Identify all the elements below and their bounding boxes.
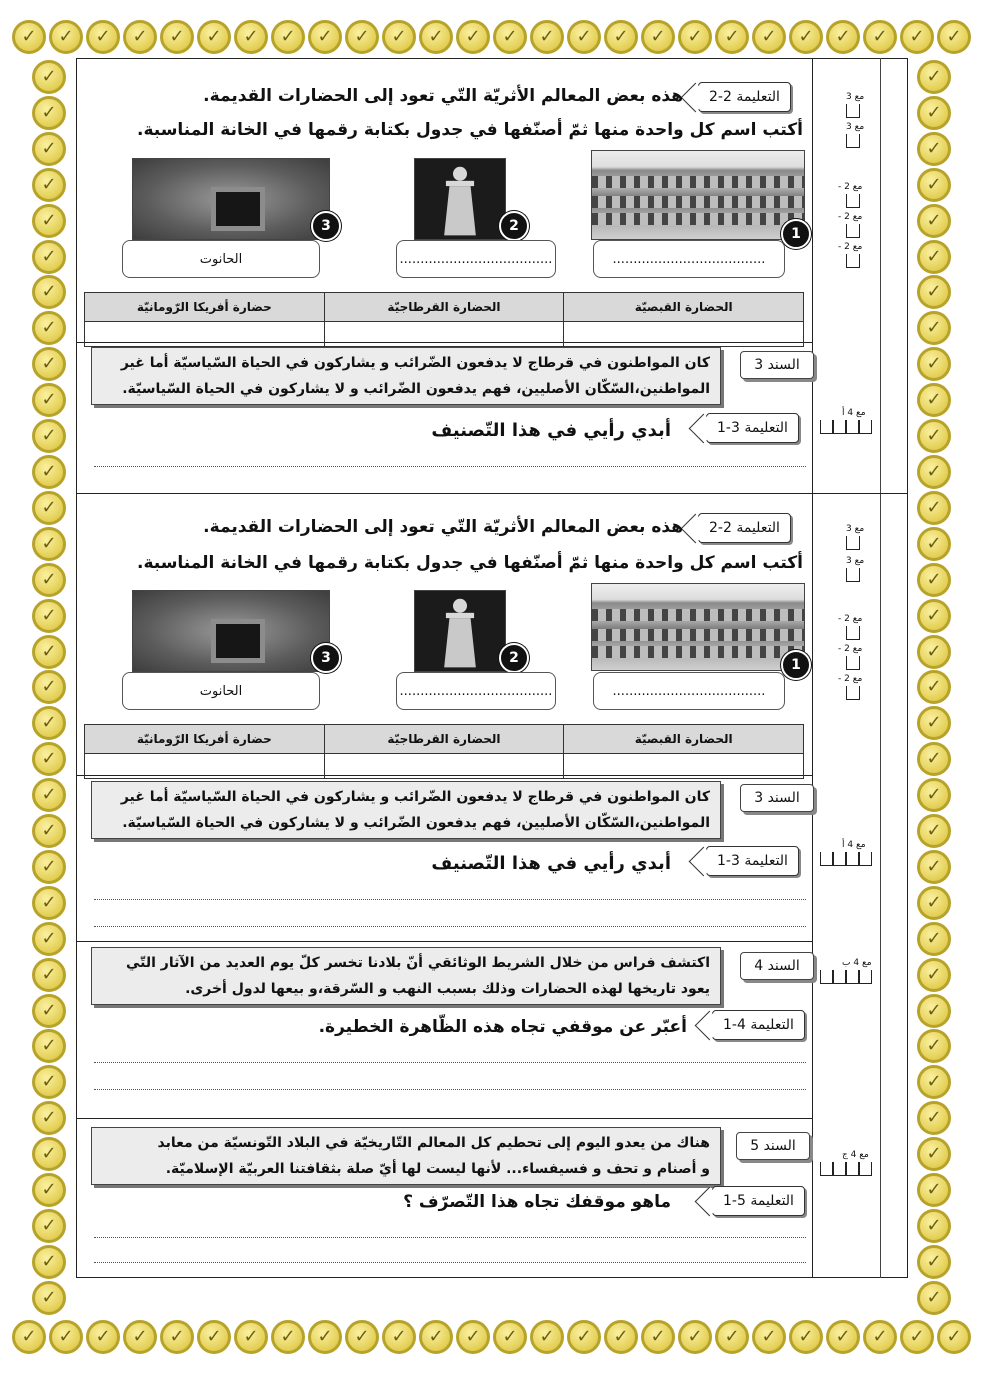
border-check-icon: ✓ — [160, 20, 194, 54]
border-check-icon: ✓ — [917, 275, 951, 309]
border-check-icon: ✓ — [900, 1320, 934, 1354]
grade-box[interactable] — [846, 536, 860, 550]
border-check-icon: ✓ — [32, 1209, 66, 1243]
border-check-icon: ✓ — [917, 204, 951, 238]
border-check-icon: ✓ — [456, 1320, 490, 1354]
border-check-icon: ✓ — [271, 20, 305, 54]
answer-line[interactable] — [94, 1237, 806, 1238]
border-check-icon: ✓ — [917, 455, 951, 489]
border-check-icon: ✓ — [789, 20, 823, 54]
border-check-icon: ✓ — [917, 635, 951, 669]
border-check-icon: ✓ — [917, 958, 951, 992]
image-number-badge: 3 — [311, 643, 341, 673]
border-check-icon: ✓ — [530, 20, 564, 54]
instruction-tag-5-1: التعليمة 5-1 — [712, 1186, 805, 1216]
border-check-icon: ✓ — [917, 240, 951, 274]
grade-label: مع 3 — [846, 92, 865, 102]
border-check-icon: ✓ — [917, 563, 951, 597]
border-check-icon: ✓ — [32, 814, 66, 848]
grade-box[interactable] — [846, 656, 860, 670]
border-top — [0, 14, 983, 60]
border-check-icon: ✓ — [567, 20, 601, 54]
border-check-icon: ✓ — [32, 419, 66, 453]
border-check-icon: ✓ — [863, 20, 897, 54]
instruction-tag-4-1: التعليمة 4-1 — [712, 1010, 805, 1040]
border-check-icon: ✓ — [715, 20, 749, 54]
border-check-icon: ✓ — [32, 240, 66, 274]
border-check-icon: ✓ — [32, 1065, 66, 1099]
question-line-2: أكتب اسم كل واحدة منها ثمّ أصنّفها في جدول بكتابة رقمها في الخانة المناسبة. — [137, 553, 803, 573]
answer-line[interactable] — [94, 1089, 806, 1090]
grade-box[interactable] — [846, 568, 860, 582]
border-check-icon: ✓ — [123, 1320, 157, 1354]
border-check-icon: ✓ — [530, 1320, 564, 1354]
table-cell[interactable] — [85, 754, 325, 779]
border-check-icon: ✓ — [197, 1320, 231, 1354]
document-3-box: كان المواطنون في قرطاج لا يدفعون الضّرائب و يشاركون في الحياة السّياسيّة أما غير المواطنين،السّكّان الأصليين، فهم يدفعون الضّرائب و لا يشاركون في الحياة السّياسيّة. — [91, 781, 721, 839]
grade-box-row[interactable] — [820, 420, 872, 434]
grade-label: مع 2 - — [838, 644, 863, 654]
table-header: الحضارة القبصيّة — [564, 725, 804, 754]
document-3-box: كان المواطنون في قرطاج لا يدفعون الضّرائب و يشاركون في الحياة السّياسيّة أما غير المواطنين،السّكّان الأصليين، فهم يدفعون الضّرائب و لا يشاركون في الحياة السّياسيّة. — [91, 347, 721, 405]
answer-line[interactable] — [94, 1262, 806, 1263]
grade-column-inner-line — [880, 58, 881, 1278]
border-check-icon: ✓ — [32, 455, 66, 489]
grade-label: مع 4 أ — [842, 840, 866, 850]
border-check-icon: ✓ — [604, 1320, 638, 1354]
section-divider — [76, 493, 908, 494]
border-check-icon: ✓ — [789, 1320, 823, 1354]
answer-box-image-1[interactable]: ..................................... — [593, 672, 785, 710]
grade-label: مع 2 - — [838, 242, 863, 252]
photo-colosseum — [591, 583, 805, 671]
table-header: الحضارة القرطاجيّة — [324, 725, 564, 754]
border-check-icon: ✓ — [917, 132, 951, 166]
border-check-icon: ✓ — [752, 20, 786, 54]
photo-tomb — [132, 590, 330, 672]
document-5-box: هناك من يعدو اليوم إلى تحطيم كل المعالم التّاريخيّة في البلاد التّونسيّة من معابد و أصنام و تحف و فسيفساء... لأنها ليست لها أيّ صلة بثقافتنا العربيّة الإسلاميّة. — [91, 1127, 721, 1185]
border-check-icon: ✓ — [32, 635, 66, 669]
document-4-tag: السند 4 — [740, 952, 814, 980]
border-left — [26, 0, 72, 1375]
border-check-icon: ✓ — [32, 922, 66, 956]
border-check-icon: ✓ — [86, 1320, 120, 1354]
border-check-icon: ✓ — [826, 20, 860, 54]
civilization-table — [84, 724, 804, 779]
border-check-icon: ✓ — [32, 563, 66, 597]
border-check-icon: ✓ — [32, 1137, 66, 1171]
instruction-tag-3-1: التعليمة 3-1 — [706, 413, 799, 443]
answer-box-image-2[interactable]: ..................................... — [396, 240, 556, 278]
answer-line[interactable] — [94, 1062, 806, 1063]
table-header: حضارة أفريكا الرّومانيّة — [85, 293, 325, 322]
border-check-icon: ✓ — [917, 383, 951, 417]
grade-label: مع 4 ج — [842, 1150, 869, 1160]
grade-box[interactable] — [846, 254, 860, 268]
border-check-icon: ✓ — [826, 1320, 860, 1354]
section-divider — [76, 1118, 812, 1119]
border-check-icon: ✓ — [917, 994, 951, 1028]
border-check-icon: ✓ — [123, 20, 157, 54]
border-check-icon: ✓ — [32, 168, 66, 202]
image-number-badge: 1 — [781, 219, 811, 249]
border-check-icon: ✓ — [32, 491, 66, 525]
border-check-icon: ✓ — [917, 168, 951, 202]
border-check-icon: ✓ — [308, 20, 342, 54]
question-line-1: هذه بعض المعالم الأثريّة التّي تعود إلى الحضارات القديمة. — [203, 86, 683, 106]
table-cell[interactable] — [324, 322, 564, 347]
border-check-icon: ✓ — [345, 1320, 379, 1354]
question-3-1: أبدي رأيي في هذا التّصنيف — [431, 853, 671, 874]
table-header: الحضارة القبصيّة — [564, 293, 804, 322]
border-check-icon: ✓ — [917, 1209, 951, 1243]
border-check-icon: ✓ — [917, 96, 951, 130]
answer-box-image-1[interactable]: ..................................... — [593, 240, 785, 278]
border-check-icon: ✓ — [752, 1320, 786, 1354]
border-check-icon: ✓ — [917, 1137, 951, 1171]
question-line-2: أكتب اسم كل واحدة منها ثمّ أصنّفها في جدول بكتابة رقمها في الخانة المناسبة. — [137, 120, 803, 140]
border-check-icon: ✓ — [32, 275, 66, 309]
border-check-icon: ✓ — [917, 527, 951, 561]
border-check-icon: ✓ — [271, 1320, 305, 1354]
border-check-icon: ✓ — [32, 96, 66, 130]
table-header: حضارة أفريكا الرّومانيّة — [85, 725, 325, 754]
question-4-1: أعبّر عن موقفي تجاه هذه الظّاهرة الخطيرة. — [318, 1017, 687, 1037]
border-check-icon: ✓ — [32, 994, 66, 1028]
border-check-icon: ✓ — [493, 1320, 527, 1354]
photo-tomb — [132, 158, 330, 240]
grade-box[interactable] — [846, 104, 860, 118]
instruction-tag-2-2: التعليمة 2-2 — [698, 82, 791, 112]
border-check-icon: ✓ — [917, 814, 951, 848]
grade-box[interactable] — [846, 224, 860, 238]
image-number-badge: 2 — [499, 211, 529, 241]
table-cell[interactable] — [564, 754, 804, 779]
border-check-icon: ✓ — [917, 491, 951, 525]
border-check-icon: ✓ — [678, 1320, 712, 1354]
border-check-icon: ✓ — [863, 1320, 897, 1354]
answer-line[interactable] — [94, 899, 806, 900]
grade-label: مع 2 - — [838, 182, 863, 192]
border-check-icon: ✓ — [32, 347, 66, 381]
border-check-icon: ✓ — [32, 204, 66, 238]
border-check-icon: ✓ — [12, 20, 46, 54]
question-5-1: ماهو موقفك تجاه هذا التّصرّف ؟ — [403, 1192, 671, 1212]
border-check-icon: ✓ — [32, 886, 66, 920]
border-check-icon: ✓ — [917, 670, 951, 704]
border-check-icon: ✓ — [937, 20, 971, 54]
border-check-icon: ✓ — [917, 1029, 951, 1063]
table-cell[interactable] — [564, 322, 804, 347]
section-divider — [76, 941, 812, 942]
border-check-icon: ✓ — [32, 670, 66, 704]
border-check-icon: ✓ — [917, 778, 951, 812]
photo-colosseum — [591, 150, 805, 240]
answer-line[interactable] — [94, 466, 806, 467]
border-check-icon: ✓ — [234, 20, 268, 54]
border-check-icon: ✓ — [32, 311, 66, 345]
grade-label: مع 4 ب — [842, 958, 872, 968]
border-check-icon: ✓ — [197, 20, 231, 54]
border-check-icon: ✓ — [32, 383, 66, 417]
border-check-icon: ✓ — [641, 20, 675, 54]
instruction-tag-2-2: التعليمة 2-2 — [698, 513, 791, 543]
border-check-icon: ✓ — [49, 20, 83, 54]
grade-label: مع 3 — [846, 556, 865, 566]
border-check-icon: ✓ — [917, 1281, 951, 1315]
answer-box-image-2[interactable]: ..................................... — [396, 672, 556, 710]
border-check-icon: ✓ — [641, 1320, 675, 1354]
grade-box-row[interactable] — [820, 970, 872, 984]
border-check-icon: ✓ — [678, 20, 712, 54]
grade-box[interactable] — [846, 626, 860, 640]
border-check-icon: ✓ — [917, 1245, 951, 1279]
border-check-icon: ✓ — [345, 20, 379, 54]
grade-box-row[interactable] — [820, 852, 872, 866]
civilization-table — [84, 292, 804, 347]
border-check-icon: ✓ — [917, 60, 951, 94]
border-check-icon: ✓ — [32, 527, 66, 561]
border-check-icon: ✓ — [917, 850, 951, 884]
border-check-icon: ✓ — [917, 922, 951, 956]
border-check-icon: ✓ — [917, 886, 951, 920]
grade-box[interactable] — [846, 686, 860, 700]
image-number-badge: 1 — [781, 650, 811, 680]
answer-box-image-3[interactable]: الحانوت — [122, 240, 320, 278]
border-check-icon: ✓ — [234, 1320, 268, 1354]
border-check-icon: ✓ — [917, 1101, 951, 1135]
border-check-icon: ✓ — [32, 1281, 66, 1315]
grade-column-divider — [812, 58, 813, 1278]
grade-label: مع 2 - — [838, 614, 863, 624]
border-check-icon: ✓ — [715, 1320, 749, 1354]
border-check-icon: ✓ — [917, 599, 951, 633]
border-check-icon: ✓ — [308, 1320, 342, 1354]
answer-line[interactable] — [94, 926, 806, 927]
image-number-badge: 2 — [499, 643, 529, 673]
border-check-icon: ✓ — [917, 742, 951, 776]
border-check-icon: ✓ — [917, 706, 951, 740]
border-check-icon: ✓ — [917, 347, 951, 381]
border-check-icon: ✓ — [32, 1173, 66, 1207]
image-number-badge: 3 — [311, 211, 341, 241]
border-check-icon: ✓ — [419, 20, 453, 54]
border-check-icon: ✓ — [32, 850, 66, 884]
document-4-box: اكتشف فراس من خلال الشريط الوثائقي أنّ بلادنا تخسر كلّ يوم العديد من الآثار التّي يعود تاريخها لهذه الحضارات وذلك بسبب النهب و السّرقة،و بيعها لدول أخرى. — [91, 947, 721, 1005]
border-check-icon: ✓ — [937, 1320, 971, 1354]
border-check-icon: ✓ — [160, 1320, 194, 1354]
border-check-icon: ✓ — [917, 419, 951, 453]
grade-label: مع 3 — [846, 524, 865, 534]
border-check-icon: ✓ — [900, 20, 934, 54]
table-cell[interactable] — [85, 322, 325, 347]
border-check-icon: ✓ — [32, 958, 66, 992]
grade-box-row[interactable] — [820, 1162, 872, 1176]
grade-label: مع 2 - — [838, 674, 863, 684]
border-check-icon: ✓ — [49, 1320, 83, 1354]
border-check-icon: ✓ — [32, 706, 66, 740]
border-check-icon: ✓ — [493, 20, 527, 54]
border-check-icon: ✓ — [32, 599, 66, 633]
border-check-icon: ✓ — [32, 132, 66, 166]
instruction-tag-3-1: التعليمة 3-1 — [706, 846, 799, 876]
border-check-icon: ✓ — [604, 20, 638, 54]
border-check-icon: ✓ — [32, 778, 66, 812]
question-3-1: أبدي رأيي في هذا التّصنيف — [431, 420, 671, 441]
border-check-icon: ✓ — [567, 1320, 601, 1354]
border-check-icon: ✓ — [32, 60, 66, 94]
answer-box-image-3[interactable]: الحانوت — [122, 672, 320, 710]
border-check-icon: ✓ — [382, 1320, 416, 1354]
document-3-tag: السند 3 — [740, 784, 814, 812]
border-check-icon: ✓ — [382, 20, 416, 54]
grade-label: مع 3 — [846, 122, 865, 132]
border-check-icon: ✓ — [419, 1320, 453, 1354]
photo-stele — [414, 158, 506, 240]
table-header: الحضارة القرطاجيّة — [324, 293, 564, 322]
grade-label: مع 4 أ — [842, 408, 866, 418]
border-check-icon: ✓ — [456, 20, 490, 54]
border-check-icon: ✓ — [917, 311, 951, 345]
border-check-icon: ✓ — [32, 1101, 66, 1135]
document-5-tag: السند 5 — [736, 1132, 810, 1160]
border-check-icon: ✓ — [32, 742, 66, 776]
grade-box[interactable] — [846, 194, 860, 208]
border-check-icon: ✓ — [32, 1029, 66, 1063]
border-check-icon: ✓ — [32, 1245, 66, 1279]
table-cell[interactable] — [324, 754, 564, 779]
border-check-icon: ✓ — [917, 1173, 951, 1207]
border-right — [911, 0, 957, 1375]
border-check-icon: ✓ — [917, 1065, 951, 1099]
border-check-icon: ✓ — [86, 20, 120, 54]
grade-label: مع 2 - — [838, 212, 863, 222]
grade-box[interactable] — [846, 134, 860, 148]
photo-stele — [414, 590, 506, 672]
document-3-tag: السند 3 — [740, 351, 814, 379]
question-line-1: هذه بعض المعالم الأثريّة التّي تعود إلى الحضارات القديمة. — [203, 517, 683, 537]
border-check-icon: ✓ — [12, 1320, 46, 1354]
border-bottom — [0, 1314, 983, 1360]
